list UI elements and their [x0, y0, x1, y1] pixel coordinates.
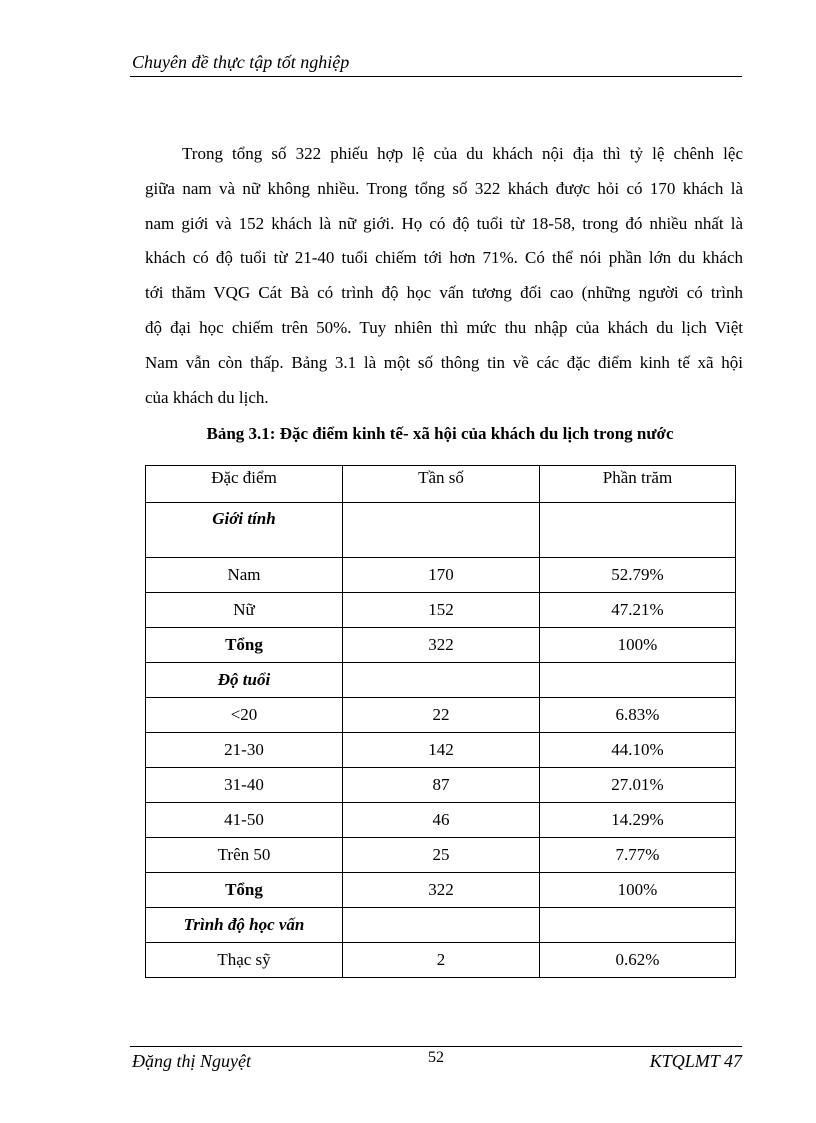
row-percent: 0.62% — [540, 943, 736, 978]
row-frequency: 22 — [343, 698, 540, 733]
table-row — [146, 943, 736, 978]
paragraph-line: của khách du lịch. — [145, 387, 269, 407]
row-frequency: 2 — [343, 943, 540, 978]
table-row — [146, 733, 736, 768]
row-label: Thạc sỹ — [146, 943, 343, 978]
table-row — [146, 768, 736, 803]
row-percent: 14.29% — [540, 803, 736, 838]
total-frequency: 322 — [343, 628, 540, 663]
table-row — [146, 838, 736, 873]
row-label: 21-30 — [146, 733, 343, 768]
footer-class-code: KTQLMT 47 — [649, 1051, 742, 1071]
row-percent: 47.21% — [540, 593, 736, 628]
paragraph-line: nam giới và 152 khách là nữ giới. Họ có độ tuổi từ 18-58, trong đó nhiều nhất là — [145, 213, 743, 233]
row-frequency: 170 — [343, 558, 540, 593]
row-frequency: 25 — [343, 838, 540, 873]
footer-author: Đặng thị Nguyệt — [132, 1051, 251, 1071]
row-label: 31-40 — [146, 768, 343, 803]
paragraph-line: khách có độ tuổi từ 21-40 tuổi chiếm tới hơn 71%. Có thể nói phần lớn du khách — [145, 248, 743, 268]
section-row-gender — [146, 503, 736, 558]
paragraph-line: tới thăm VQG Cát Bà có trình độ học vấn tương đối cao (những người có trình — [145, 283, 743, 303]
header-cell: Tần số — [343, 466, 540, 503]
paragraph-line: Trong tổng số 322 phiếu hợp lệ của du khách nội địa thì tỷ lệ chênh lệc — [182, 144, 743, 163]
paragraph-line: độ đại học chiếm trên 50%. Tuy nhiên thì mức thu nhập của khách du lịch Việt — [145, 317, 743, 337]
demographics-table — [145, 465, 736, 978]
table-row — [146, 803, 736, 838]
row-percent: 27.01% — [540, 768, 736, 803]
row-percent: 52.79% — [540, 558, 736, 593]
header-title: Chuyên đề thực tập tốt nghiệp — [132, 52, 350, 72]
table-header-row — [146, 466, 736, 503]
table-row — [146, 593, 736, 628]
total-frequency: 322 — [343, 873, 540, 908]
header-cell: Đặc điểm — [146, 466, 343, 503]
row-label: Trên 50 — [146, 838, 343, 873]
row-label: <20 — [146, 698, 343, 733]
section-row-age — [146, 663, 736, 698]
section-title: Trình độ học vấn — [146, 908, 343, 943]
page-number: 52 — [428, 1049, 444, 1066]
row-percent: 7.77% — [540, 838, 736, 873]
row-label: Nam — [146, 558, 343, 593]
row-label: 41-50 — [146, 803, 343, 838]
body-paragraph — [145, 137, 743, 415]
row-frequency: 152 — [343, 593, 540, 628]
table-row — [146, 698, 736, 733]
page-footer — [130, 1046, 742, 1071]
section-row-education — [146, 908, 736, 943]
header-cell: Phần trăm — [540, 466, 736, 503]
page-header — [130, 50, 742, 77]
row-label: Nữ — [146, 593, 343, 628]
row-frequency: 142 — [343, 733, 540, 768]
total-percent: 100% — [540, 628, 736, 663]
paragraph-line: giữa nam và nữ không nhiều. Trong tổng số 322 khách được hỏi có 170 khách là — [145, 178, 743, 198]
total-label: Tổng — [146, 628, 343, 663]
row-percent: 6.83% — [540, 698, 736, 733]
section-title: Giới tính — [146, 503, 343, 558]
table-caption: Bảng 3.1: Đặc điểm kinh tế- xã hội của khách du lịch trong nước — [206, 424, 674, 443]
total-percent: 100% — [540, 873, 736, 908]
row-percent: 44.10% — [540, 733, 736, 768]
section-title: Độ tuổi — [146, 663, 343, 698]
row-frequency: 46 — [343, 803, 540, 838]
table-total-row — [146, 873, 736, 908]
paragraph-line: Nam vẫn còn thấp. Bảng 3.1 là một số thông tin về các đặc điểm kinh tế xã hội — [145, 352, 743, 372]
row-frequency: 87 — [343, 768, 540, 803]
total-label: Tổng — [146, 873, 343, 908]
table-row — [146, 558, 736, 593]
table-total-row — [146, 628, 736, 663]
